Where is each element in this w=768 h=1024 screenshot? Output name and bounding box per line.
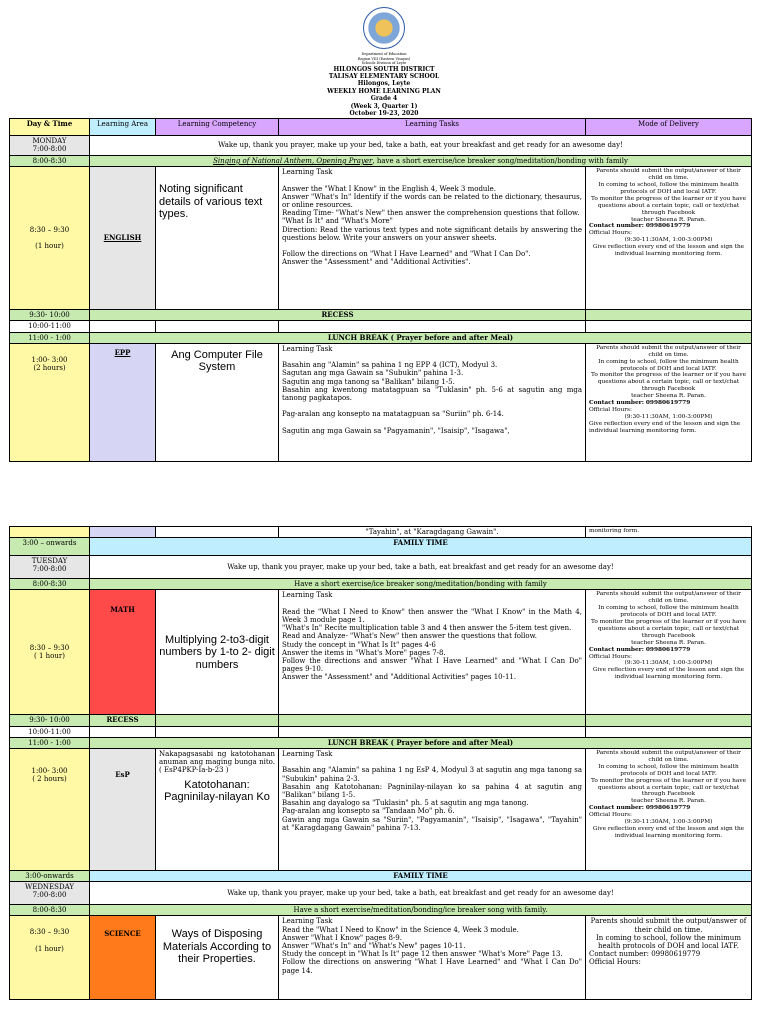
mode-line: Give reflection every end of the lesson and sign the individual learning monitoring form. (592, 667, 745, 681)
competency-science: Ways of Disposing Materials According to their Properties. (156, 916, 279, 1000)
task-item: Basahin ang "Alamin" sa pahina 1 ng EsP 4, Modyul 3 at sagutin ang mga tanong sa "Subukin" pahina 2-3. (282, 766, 582, 783)
tasks-science (279, 916, 586, 1000)
time-cell: 10:00-11:00 (10, 321, 90, 332)
empty-cell (586, 715, 752, 726)
mode-line: To monitor the progress of the learner or if you have questions about a certain topic, call or text/chat through Facebook (590, 372, 747, 393)
task-item: Study the concept in "What Is It" page 12 then answer "What's More" Page 13. (282, 950, 563, 959)
day-cell (10, 556, 90, 579)
table-row (10, 167, 752, 310)
exercise-row: Have a short exercise/ice breaker song/meditation/bonding with family (90, 579, 752, 590)
session-time: 8:30 – 9:30 (29, 644, 70, 653)
deped-label: Department of Education (361, 52, 407, 56)
mode-line: To monitor the progress of the learner or if you have questions about a certain topic, call or text/chat through Facebook (590, 195, 747, 216)
lunch-label: LUNCH BREAK ( Prayer before and after Meal) (90, 332, 752, 343)
col-header-competency: Learning Competency (156, 119, 279, 136)
page-1 (0, 0, 768, 490)
day-time: 7:00-8:00 (32, 565, 67, 574)
table-row (10, 538, 752, 556)
contact-number: Contact number: 09980619779 (589, 805, 691, 812)
table-row (10, 737, 752, 748)
learning-area-epp: EPP (90, 343, 156, 461)
mode-line: Give reflection every end of the lesson and sign the individual learning monitoring form. (592, 825, 745, 839)
mode-line: In coming to school, follow the minimum health protocols of DOH and local IATF. (598, 763, 739, 777)
task-item: Read the "What I Need to Know" then answer the "What I Know" in the Math 4, Week 3 module page 1. (282, 607, 582, 625)
day-time: 7:00-8:00 (32, 145, 67, 154)
task-heading: Learning Task (282, 168, 333, 177)
task-item: Answer the "Assessment" and "Additional Activities" pages 10-11. (282, 673, 517, 682)
empty-cell (586, 726, 752, 737)
plan-table-page-2 (9, 526, 752, 1000)
official-hours: Official Hours: (589, 406, 632, 413)
contact-number: Contact number: 09980619779 (589, 223, 691, 230)
date-label: October 19-23, 2020 (349, 109, 419, 117)
division-label: Schools Division of Leyte (361, 61, 407, 65)
table-header-row (10, 119, 752, 136)
empty-cell (156, 527, 279, 538)
mode-line: In coming to school, follow the minimum health protocols of DOH and local IATF. (596, 933, 741, 951)
mode-line: teacher Sheena R. Paran. (631, 798, 706, 805)
empty-cell (279, 321, 586, 332)
table-row (10, 579, 752, 590)
time-cell (10, 590, 90, 715)
task-item: Pag-aralan ang konsepto sa "Tandaan Mo" ph. 6. (282, 807, 455, 816)
tasks-math (279, 590, 586, 715)
competency-esp (156, 749, 279, 871)
table-row (10, 310, 752, 321)
session-time: 8:30 – 9:30 (29, 928, 70, 937)
district-name: HILONGOS SOUTH DISTRICT (333, 65, 435, 73)
task-item: Study the concept in "What Is It" pages 4-6 (282, 640, 436, 649)
empty-cell (279, 726, 586, 737)
time-cell: 9:30- 10:00 (10, 310, 90, 321)
time-cell: 8:00-8:30 (10, 156, 90, 167)
lunch-label: LUNCH BREAK ( Prayer before and after Meal) (90, 737, 752, 748)
recess-label: RECESS (90, 310, 586, 321)
task-item: Answer the "What I Know" in the English 4, Week 3 module. (282, 184, 497, 193)
task-item: Basahin ang kwentong matatagpuan sa "Tuklasin" ph. 5-6 at sagutin ang mga tanong pagkatapos. (282, 385, 582, 403)
mode-line: To monitor the progress of the learner or if you have questions about a certain topic, call or text/chat through Facebook (590, 619, 747, 639)
col-header-tasks: Learning Tasks (279, 119, 586, 136)
family-time-label: FAMILY TIME (90, 871, 752, 882)
day-cell (10, 882, 90, 905)
task-item: Gawin ang mga Gawain sa "Suriin", "Pagyamanin", "Isaisip", "Isagawa", "Tayahin" at "Karagdagang Gawain" pahina 7-13. (282, 815, 582, 832)
task-item: Sagutan ang mga Gawain sa "Subukin" pahina 1-3. (282, 369, 464, 378)
time-cell (10, 167, 90, 310)
hours-range: (9:30-11:30AM, 1:00-3:00PM) (624, 237, 713, 244)
session-time: 1:00- 3:00 (31, 355, 68, 364)
learning-area-science: SCIENCE (90, 916, 156, 1000)
task-heading: Learning Task (282, 591, 333, 600)
mode-line: teacher Sheena R. Paran. (631, 216, 706, 223)
session-duration: (1 hour) (35, 944, 64, 953)
table-row (10, 343, 752, 461)
time-cell (10, 343, 90, 461)
session-duration: (2 hours) (33, 364, 66, 373)
day-name: MONDAY (32, 137, 67, 145)
time-cell: 8:00-8:30 (10, 579, 90, 590)
learning-area-english: ENGLISH (90, 167, 156, 310)
time-cell: 11:00 - 1:00 (10, 737, 90, 748)
day-name: TUESDAY (31, 557, 68, 566)
empty-cell (90, 527, 156, 538)
task-item: Basahin ang Katotohanan: Pagninilay-nilayan ko sa pahina 4 at sagutin ang "Balikan" bilang 1-5. (282, 782, 582, 800)
exercise-row: Have a short exercise/meditation/bonding/ice breaker song with family. (90, 905, 752, 916)
competency-english: Noting significant details of various text types. (156, 167, 279, 310)
hours-range: (9:30-11:30AM, 1:00-3:00PM) (624, 413, 713, 420)
task-item: Answer "What I Know" pages 8-9. (282, 933, 402, 942)
mode-line: teacher Sheena R. Paran. (631, 639, 706, 646)
school-address: Hilongos, Leyte (357, 80, 411, 88)
table-row (10, 136, 752, 156)
table-row (10, 749, 752, 871)
task-item: Answer the "Assessment" and "Additional Activities". (282, 258, 471, 267)
day-cell (10, 136, 90, 156)
table-row (10, 332, 752, 343)
learning-area-math: MATH (90, 590, 156, 715)
deped-seal-icon (363, 7, 405, 49)
table-row (10, 905, 752, 916)
time-cell: 3:00 – onwards (10, 538, 90, 556)
task-item: Sagutin ang mga tanong sa "Balikan" bilang 1-5. (282, 377, 455, 386)
contact-number: Contact number: 09980619779 (589, 646, 691, 653)
recess-label: RECESS (90, 715, 156, 726)
page-2 (0, 522, 768, 1024)
time-cell: 11:00 - 1:00 (10, 332, 90, 343)
official-hours: Official Hours: (589, 958, 641, 967)
mode-of-delivery (586, 167, 752, 310)
table-row (10, 321, 752, 332)
mode-line: teacher Sheena R. Paran. (631, 393, 706, 400)
task-item: Follow the directions on answering "What I Have Learned" and "What I Can Do" page 14. (282, 958, 582, 975)
contact-number: Contact number: 09980619779 (589, 400, 691, 407)
learning-area-esp: EsP (90, 749, 156, 871)
mode-line: Give reflection every end of the lesson and sign the individual learning monitoring form. (589, 420, 741, 434)
task-heading: Learning Task (282, 344, 333, 353)
wake-row-text: Wake up, thank you prayer, make up your bed, take a bath, eat breakfast and get ready for an awesome day! (90, 556, 752, 579)
mode-line: Parents should submit the output/answer of their child on time. (596, 750, 741, 763)
mode-line: Parents should submit the output/answer of their child on time. (596, 168, 741, 182)
day-time: 7:00-8:00 (32, 891, 67, 900)
empty-cell (156, 715, 279, 726)
empty-cell (90, 321, 156, 332)
session-time: 8:30 – 9:30 (29, 225, 70, 234)
mode-line: Parents should submit the output/answer of their child on time. (590, 917, 747, 934)
task-item: Follow the directions on "What I Have Learned" and "What I Can Do". (282, 250, 531, 259)
mode-of-delivery (586, 343, 752, 461)
task-item: Answer "What's In" Identify if the words can be related to the dictionary, thesaurus, or online resources. (282, 192, 582, 210)
mode-line: To monitor the progress of the learner or if you have questions about a certain topic, call or text/chat through Facebook (590, 777, 747, 798)
table-row (10, 590, 752, 715)
hours-range: (9:30-11:30AM, 1:00-3:00PM) (624, 660, 713, 667)
task-item: Pag-aralan ang konsepto na matatagpuan sa "Suriin" ph. 6-14. (282, 410, 504, 419)
table-row (10, 527, 752, 538)
table-row (10, 556, 752, 579)
empty-cell (156, 321, 279, 332)
task-heading: Learning Task (282, 750, 333, 759)
col-header-area: Learning Area (90, 119, 156, 136)
day-name: WEDNESDAY (25, 883, 74, 892)
col-header-mode: Mode of Delivery (586, 119, 752, 136)
competency-math: Multiplying 2-to3-digit numbers by 1-to 2- digit numbers (156, 590, 279, 715)
session-duration: ( 2 hours) (32, 775, 67, 784)
document-header (0, 7, 768, 117)
mode-line: In coming to school, follow the minimum health protocols of DOH and local IATF. (598, 358, 739, 372)
region-label: Region VIII (Eastern Visayas) (357, 56, 411, 61)
mode-line: Parents should submit the output/answer of their child on time. (596, 591, 741, 605)
session-time: 1:00- 3:00 (31, 767, 68, 776)
table-row (10, 715, 752, 726)
task-heading: Learning Task (282, 917, 333, 926)
official-hours: Official Hours: (589, 812, 632, 819)
empty-cell (586, 310, 752, 321)
empty-cell (279, 715, 586, 726)
official-hours: Official Hours: (589, 230, 632, 237)
task-item: Reading Time- "What's New" then answer the comprehension questions that follow. (282, 209, 580, 218)
task-item: Sagutin ang mga Gawain sa "Pagyamanin", "Isaisip", "Isagawa", (282, 426, 510, 435)
table-row (10, 871, 752, 882)
tasks-epp (279, 343, 586, 461)
task-item: Basahin ang "Alamin" sa pahina 1 ng EPP 4 (ICT), Modyul 3. (282, 361, 498, 370)
session-duration: ( 1 hour) (34, 652, 65, 661)
time-cell: 8:00-8:30 (10, 905, 90, 916)
task-item: Read and Analyze- "What's New" then answer the questions that follow. (282, 632, 537, 641)
table-row (10, 156, 752, 167)
col-header-day-time: Day & Time (10, 119, 90, 136)
plan-title: WEEKLY HOME LEARNING PLAN (327, 87, 441, 95)
mode-line: Give reflection every end of the lesson and sign the individual learning monitoring form. (592, 244, 745, 258)
mode-of-delivery (586, 590, 752, 715)
mode-of-delivery (586, 916, 752, 1000)
week-label: (Week 3, Quarter 1) (350, 102, 418, 110)
exercise-text: , have a short exercise/ice breaker song/meditation/bonding with family (372, 157, 628, 165)
empty-cell (156, 726, 279, 737)
tasks-english (279, 167, 586, 310)
time-cell: 10:00-11:00 (10, 726, 90, 737)
table-row (10, 726, 752, 737)
competency-code: Nakapagsasabi ng katotohanan anuman ang maging bunga nito. ( EsP4PKP-Ia-b-23 ) (159, 750, 275, 775)
grade-label: Grade 4 (370, 95, 398, 103)
time-cell: 3:00-onwards (10, 871, 90, 882)
task-item: Read the "What I Need to Know" in the Science 4, Week 3 module. (282, 925, 519, 934)
school-name: TALISAY ELEMENTARY SCHOOL (328, 72, 440, 80)
task-item: Follow the directions and answer "What I Have Learned" and "What I Can Do" pages 9-10. (282, 657, 582, 674)
official-hours: Official Hours: (589, 653, 632, 660)
family-time-label: FAMILY TIME (90, 538, 752, 556)
mode-of-delivery (586, 749, 752, 871)
continued-mode: monitoring form. (586, 527, 752, 538)
time-cell: 9:30- 10:00 (10, 715, 90, 726)
page-gap (0, 490, 768, 522)
continued-task: "Tayahin", at "Karagdagang Gawain". (279, 527, 586, 538)
mode-line: In coming to school, follow the minimum health protocols of DOH and local IATF. (598, 605, 739, 619)
empty-cell (586, 321, 752, 332)
tasks-esp (279, 749, 586, 871)
opening-row (90, 156, 752, 167)
hours-range: (9:30-11:30AM, 1:00-3:00PM) (624, 819, 713, 826)
empty-cell (90, 726, 156, 737)
mode-line: In coming to school, follow the minimum health protocols of DOH and local IATF. (598, 182, 739, 195)
task-item: Answer the items in "What's More" pages 7-8. (282, 648, 446, 657)
session-duration: (1 hour) (35, 242, 64, 251)
time-cell (10, 749, 90, 871)
time-cell (10, 916, 90, 1000)
task-item: Basahin ang dayalogo sa "Tuklasin" ph. 5 at sagutin ang mga tanong. (282, 799, 529, 808)
mode-line: Parents should submit the output/answer of their child on time. (596, 344, 741, 358)
contact-number: Contact number: 09980619779 (589, 950, 701, 959)
singing-text: Singing of National Anthem, Opening Prayer (213, 157, 373, 165)
competency-epp: Ang Computer File System (156, 343, 279, 461)
task-item: Answer "What's In" and "What's New" pages 10-11. (282, 942, 466, 951)
empty-cell (10, 527, 90, 538)
wake-row-text: Wake up, thank you prayer, make up your bed, take a bath, eat your breakfast and get ready for an awesome day! (90, 136, 752, 156)
table-row (10, 916, 752, 1000)
task-item: Direction: Read the various text types and note significant details by answering the questions below. Write your answers on your answer sheets. (282, 225, 582, 242)
table-row (10, 882, 752, 905)
competency-title: Katotohanan: Pagninilay-nilayan Ko (164, 778, 270, 804)
plan-table-page-1 (9, 118, 752, 462)
task-item: "What Is It" and "What's More" (282, 217, 393, 226)
task-item: "What's In" Recite multiplication table 3 and 4 then answer the 5-item test given. (282, 624, 572, 633)
wake-row-text: Wake up, thank you prayer, make up your bed, take a bath, eat breakfast and get ready for an awesome day! (90, 882, 752, 905)
